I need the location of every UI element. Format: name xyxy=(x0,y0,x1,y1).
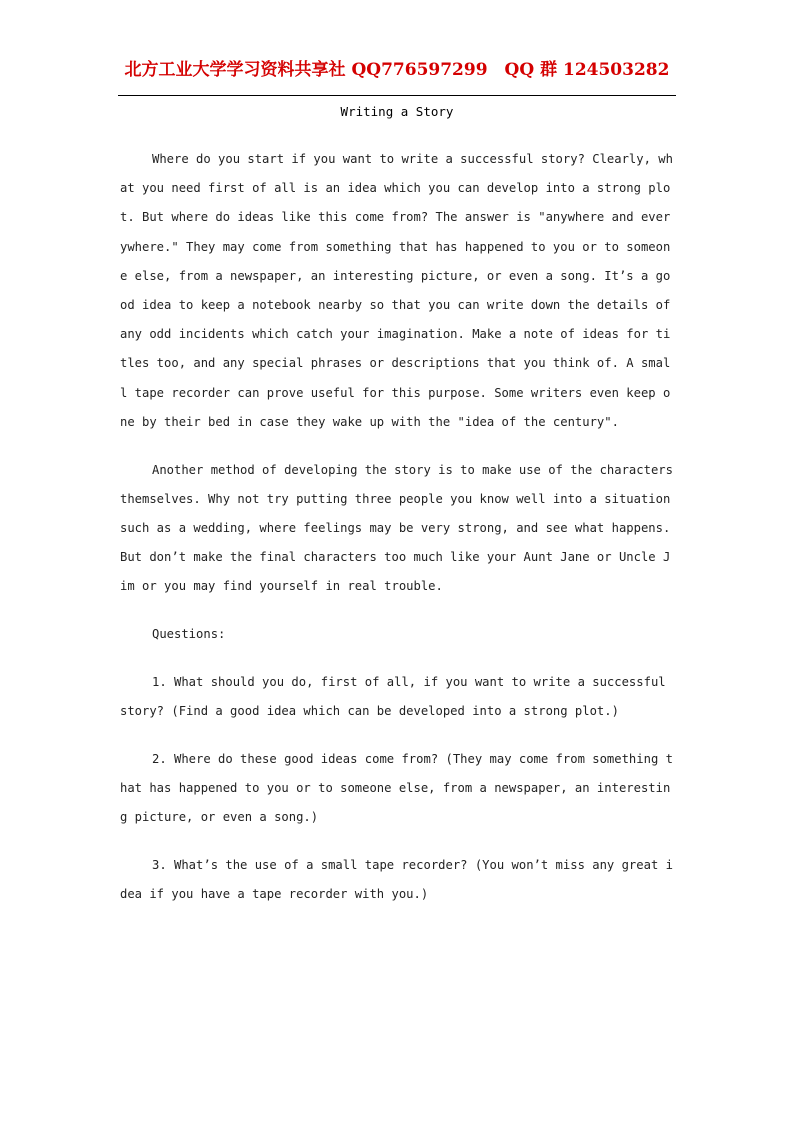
document-title: Writing a Story xyxy=(340,104,454,119)
question-1: 1. What should you do, first of all, if you want to write a successful story? (Find a good idea which can be developed into a strong plot.) xyxy=(120,674,666,718)
paragraph-intro: Where do you start if you want to write a successful story? Clearly, what you need first of all is an idea which you can develop into a strong plot. But where do ideas like this come from? The answer is "anywhere and everywhere." They may come from something that has happened to you or to someone else, from a newspaper, an interesting picture, or even a song. It’s a good idea to keep a notebook nearby so that you can write down the details of any odd incidents which catch your imagination. Make a note of ideas for titles too, and any special phrases or descriptions that you think of. A small tape recorder can prove useful for this purpose. Some writers even keep one by their bed in case they wake up with the "idea of the century". xyxy=(120,152,673,429)
questions-heading: Questions: xyxy=(152,627,226,642)
paragraph-characters: Another method of developing the story is to make use of the characters themselves. Why not try putting three people you know well into a situation such as a wedding, where feelings may be very strong, and see what happens. But don’t make the final characters too much like your Aunt Jane or Uncle Jim or you may find yourself in real trouble. xyxy=(120,462,673,594)
document-body xyxy=(120,145,676,928)
header-banner: 北方工业大学学习资料共享社 QQ776597299 QQ 群 124503282 xyxy=(124,60,670,80)
question-3: 3. What’s the use of a small tape recorder? (You won’t miss any great idea if you have a tape recorder with you.) xyxy=(120,857,673,901)
question-2: 2. Where do these good ideas come from? (They may come from something that has happened to you or to someone else, from a newspaper, an interesting picture, or even a song.) xyxy=(120,751,673,825)
header-divider xyxy=(118,95,676,96)
